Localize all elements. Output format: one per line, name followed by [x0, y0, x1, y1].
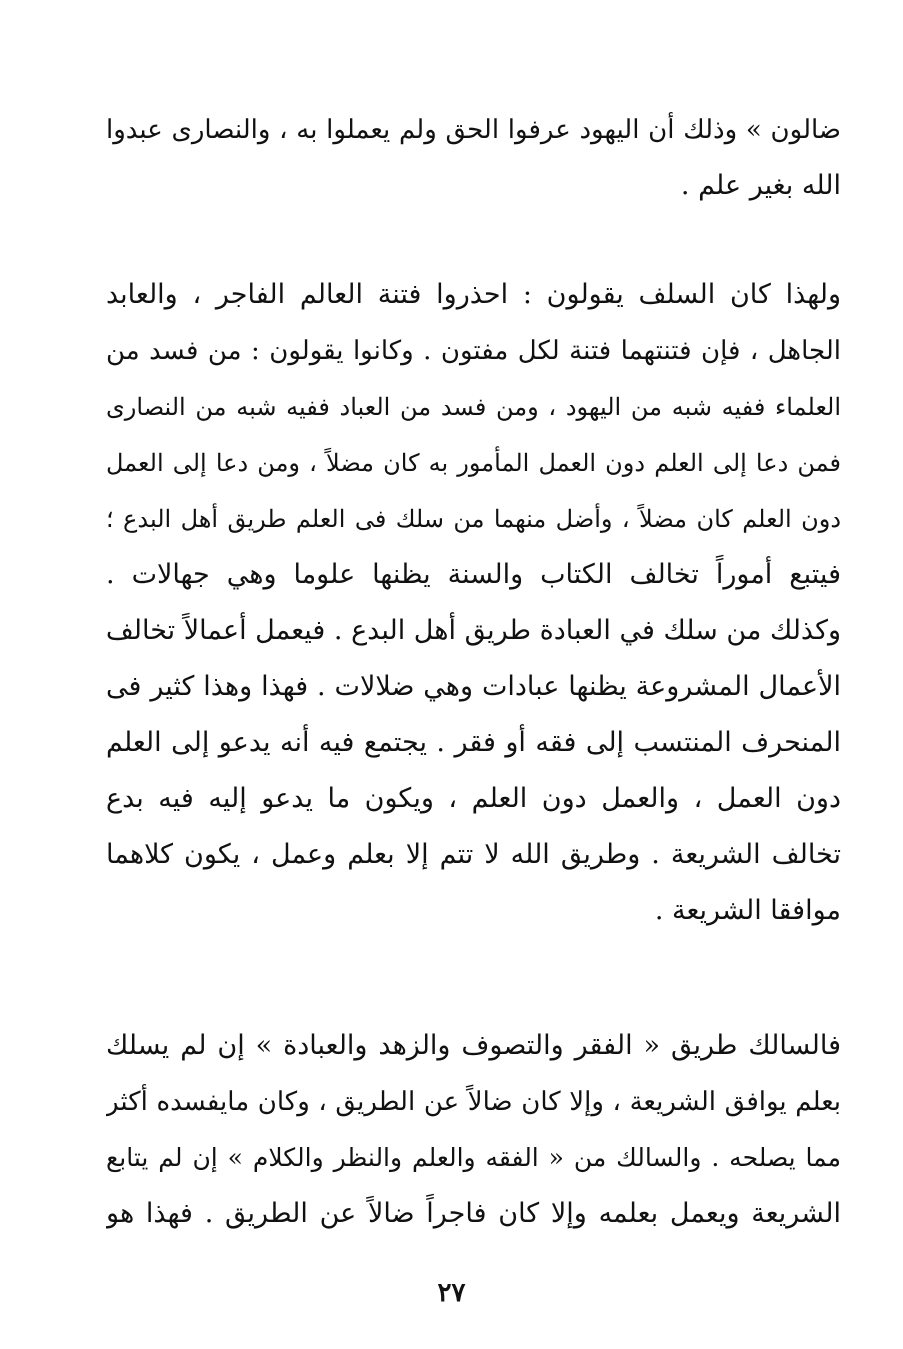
paragraph-2	[106, 267, 841, 939]
text-line: بعلم يوافق الشريعة ، وإلا كان ضالاً عن الطريق ، وكان مايفسده أكثر	[106, 1087, 841, 1117]
text-line: فمن دعا إلى العلم دون العمل المأمور به كان مضلاً ، ومن دعا إلى العمل	[106, 449, 841, 477]
text-line: فالسالك طريق « الفقر والتصوف والزهد والعبادة » إن لم يسلك	[106, 1030, 841, 1061]
text-line: ولهذا كان السلف يقولون : احذروا فتنة العالم الفاجر ، والعابد	[106, 279, 841, 310]
text-line: ضالون » وذلك أن اليهود عرفوا الحق ولم يعملوا به ، والنصارى عبدوا	[106, 115, 841, 145]
text-line: تخالف الشريعة . وطريق الله لا تتم إلا بعلم وعمل ، يكون كلاهما	[106, 839, 841, 870]
text-line: العلماء ففيه شبه من اليهود ، ومن فسد من العباد ففيه شبه من النصارى	[106, 393, 841, 421]
page-number: ٢٧	[437, 1278, 466, 1308]
text-line: دون العلم كان مضلاً ، وأضل منهما من سلك فى العلم طريق أهل البدع ؛	[106, 505, 841, 533]
text-line: الشريعة ويعمل بعلمه وإلا كان فاجراً ضالاً عن الطريق . فهذا هو	[106, 1198, 841, 1229]
text-line: دون العمل ، والعمل دون العلم ، ويكون ما يدعو إليه فيه بدع	[106, 783, 841, 814]
text-line: موافقا الشريعة .	[654, 895, 841, 926]
text-line: الأعمال المشروعة يظنها عبادات وهي ضلالات . فهذا وهذا كثير فى	[106, 671, 841, 702]
text-line: وكذلك من سلك في العبادة طريق أهل البدع . فيعمل أعمالاً تخالف	[106, 615, 841, 646]
text-line: المنحرف المنتسب إلى فقه أو فقر . يجتمع فيه أنه يدعو إلى العلم	[106, 727, 841, 758]
text-line: فيتبع أموراً تخالف الكتاب والسنة يظنها علوما وهي جهالات .	[106, 559, 841, 590]
paragraph-1	[106, 102, 841, 214]
text-line: الله بغير علم .	[680, 170, 841, 201]
text-line: الجاهل ، فإن فتنتهما فتنة لكل مفتون . وكانوا يقولون : من فسد من	[106, 336, 841, 366]
paragraph-3	[106, 1018, 841, 1242]
text-line: مما يصلحه . والسالك من « الفقه والعلم والنظر والكلام » إن لم يتابع	[106, 1143, 841, 1172]
